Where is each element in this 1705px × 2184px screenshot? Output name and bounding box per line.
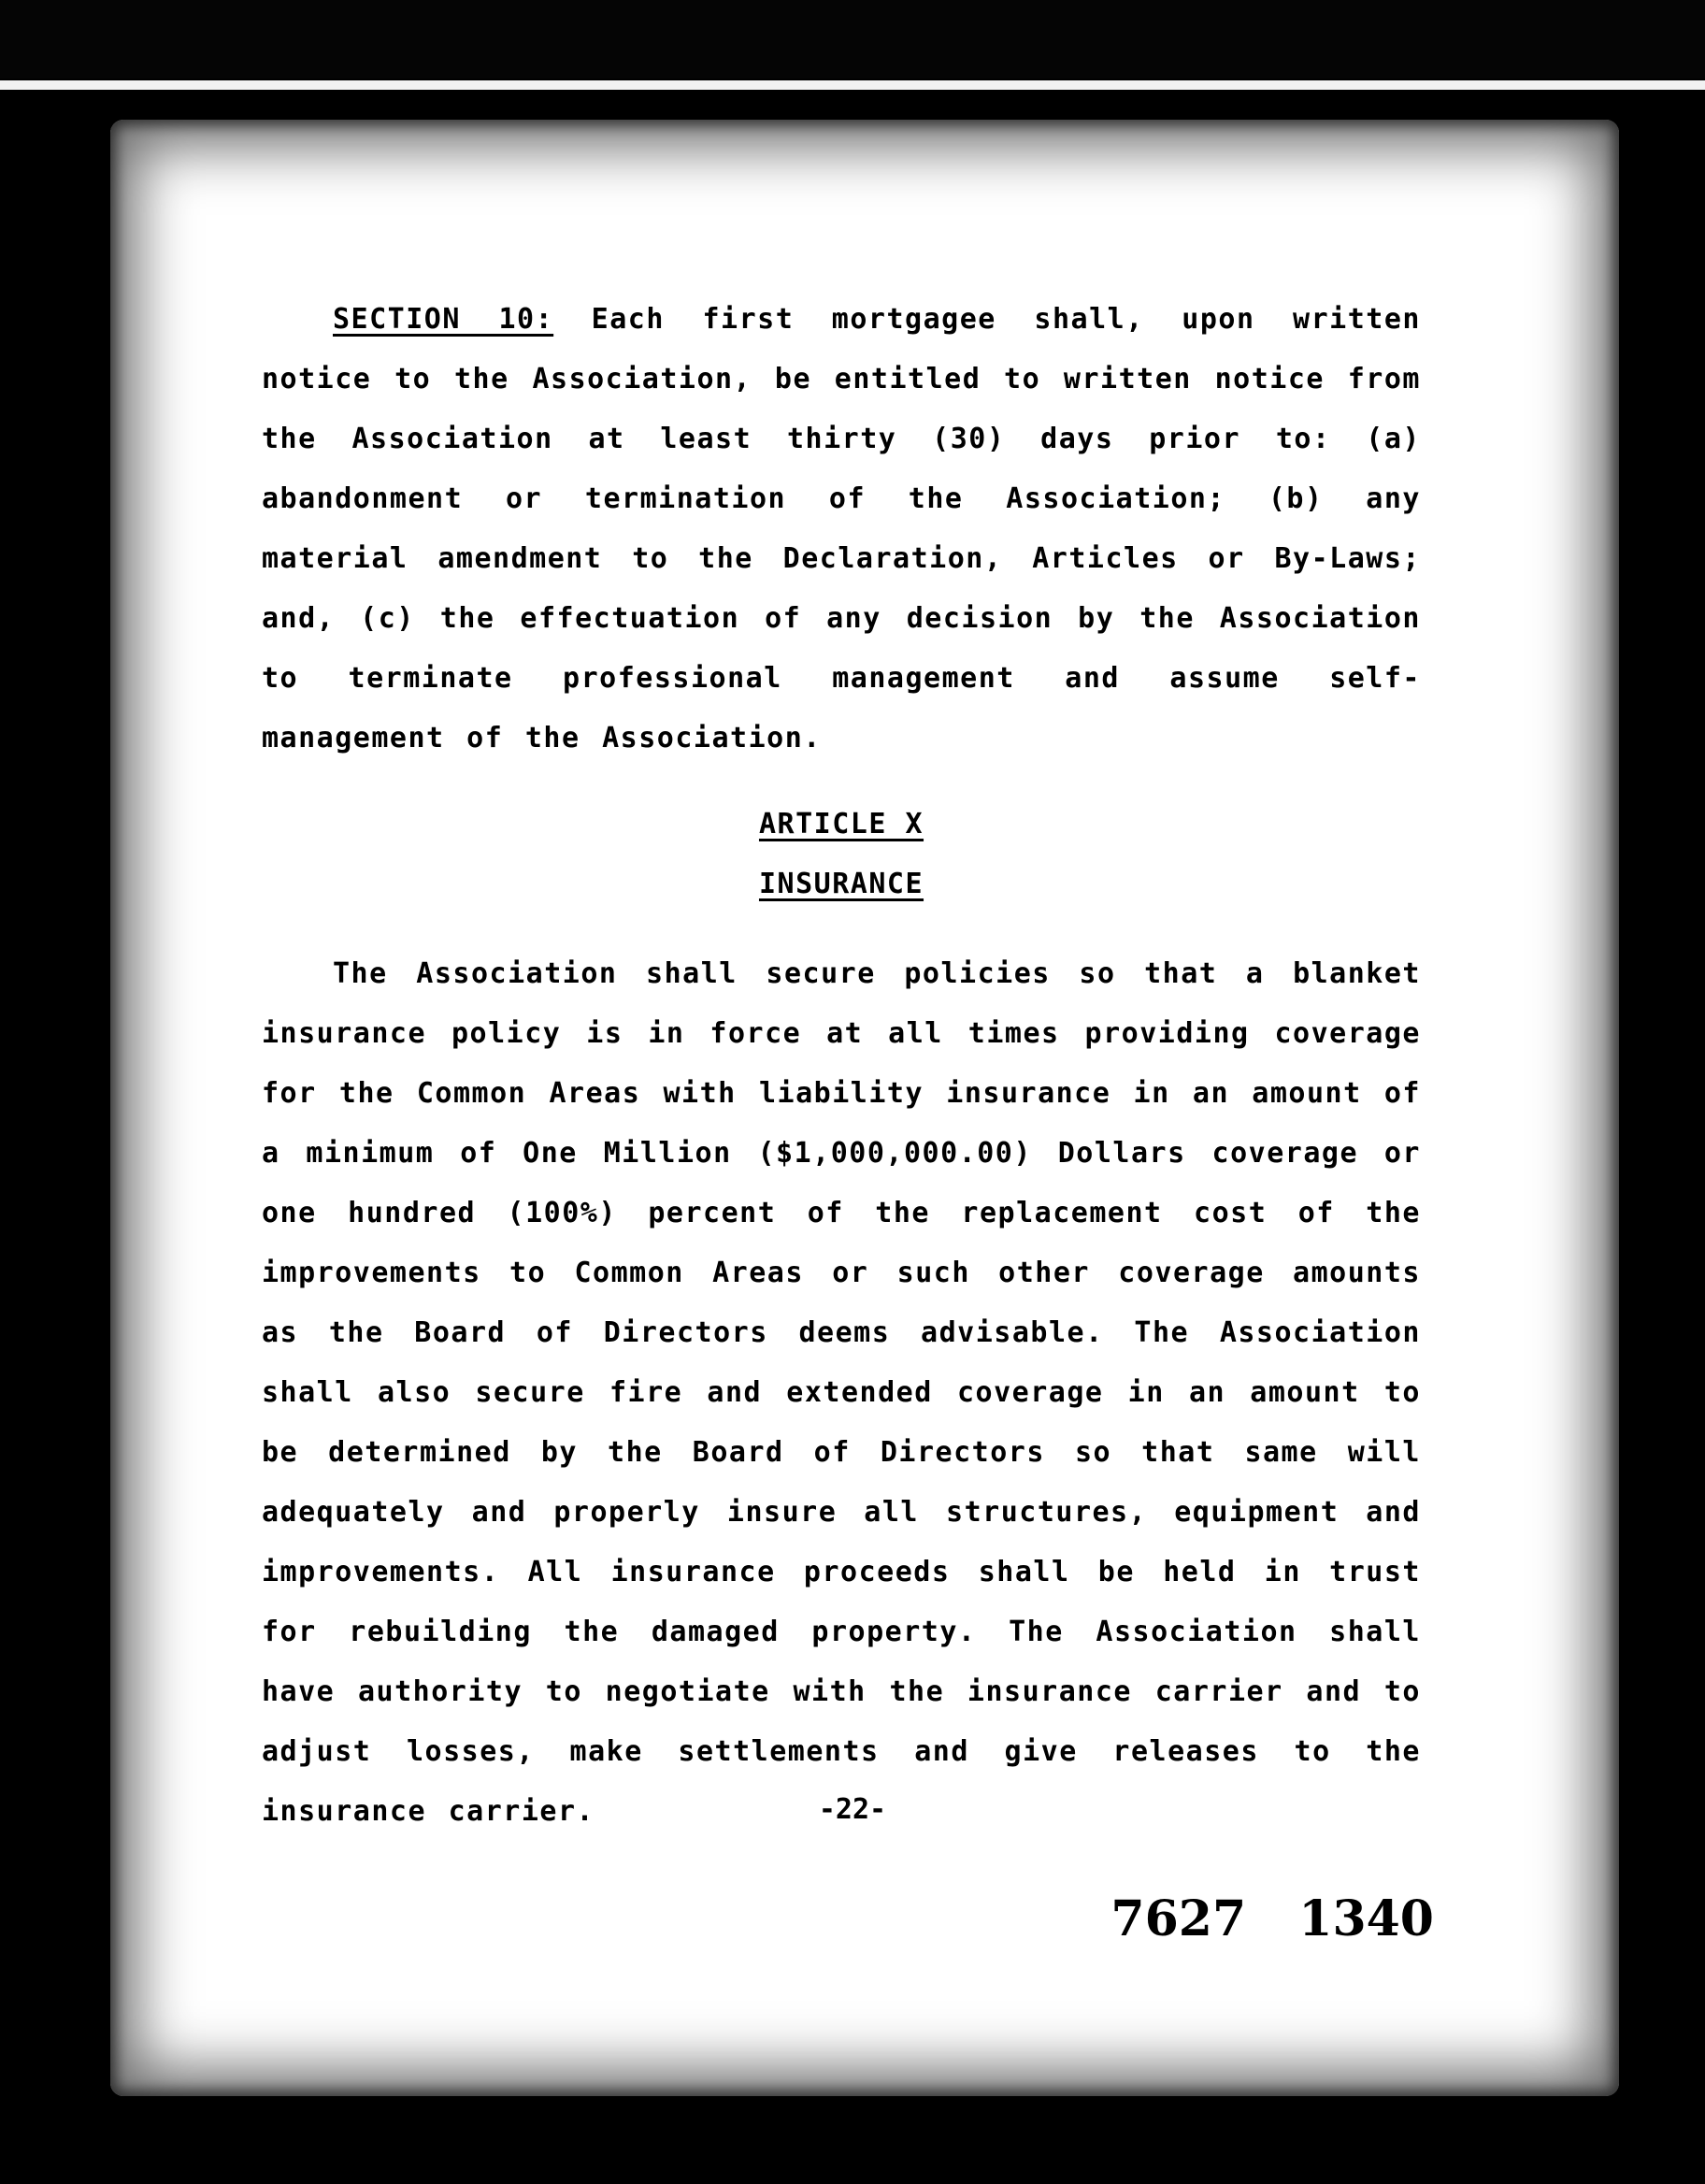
book-page-reference	[1110, 1890, 1434, 1947]
page-number: -22-	[818, 1793, 887, 1826]
book-page-number: 1340	[1298, 1890, 1434, 1947]
section-10-paragraph	[262, 290, 1421, 769]
scan-top-border	[0, 0, 1705, 79]
article-heading-block	[262, 795, 1421, 914]
article-title: INSURANCE	[758, 868, 924, 900]
book-number: 7627	[1110, 1890, 1247, 1947]
section-10-text: Each first mortgagee shall, upon written notice to the Association, be entitled to written notice from the Association at least thirty (30) days prior to: (a) abandonment or termination of the Association; (b) any material amendment to the Declaration, Articles or By-Laws; and, (c) the effectuation of any decision by the Association to terminate professional management and assume self-management of the Association.	[262, 303, 1421, 754]
article-number: ARTICLE X	[758, 808, 924, 841]
insurance-paragraph: The Association shall secure policies so that a blanket insurance policy is in force at all times providing coverage for the Common Areas with liability insurance in an amount of a minimum of One Million ($1,000,000.00) Dollars coverage or one hundred (100%) percent of the replacement cost of the improvements to Common Areas or such other coverage amounts as the Board of Directors deems advisable. The Association shall also secure fire and extended coverage in an amount to be determined by the Board of Directors so that same will adequately and properly insure all structures, equipment and improvements. All insurance proceeds shall be held in trust for rebuilding the damaged property. The Association shall have authority to negotiate with the insurance carrier and to adjust losses, make settlements and give releases to the insurance carrier.	[262, 957, 1421, 1828]
section-10-label: SECTION 10:	[333, 303, 554, 336]
scan-top-rule	[0, 80, 1705, 90]
document-body	[262, 290, 1421, 1842]
